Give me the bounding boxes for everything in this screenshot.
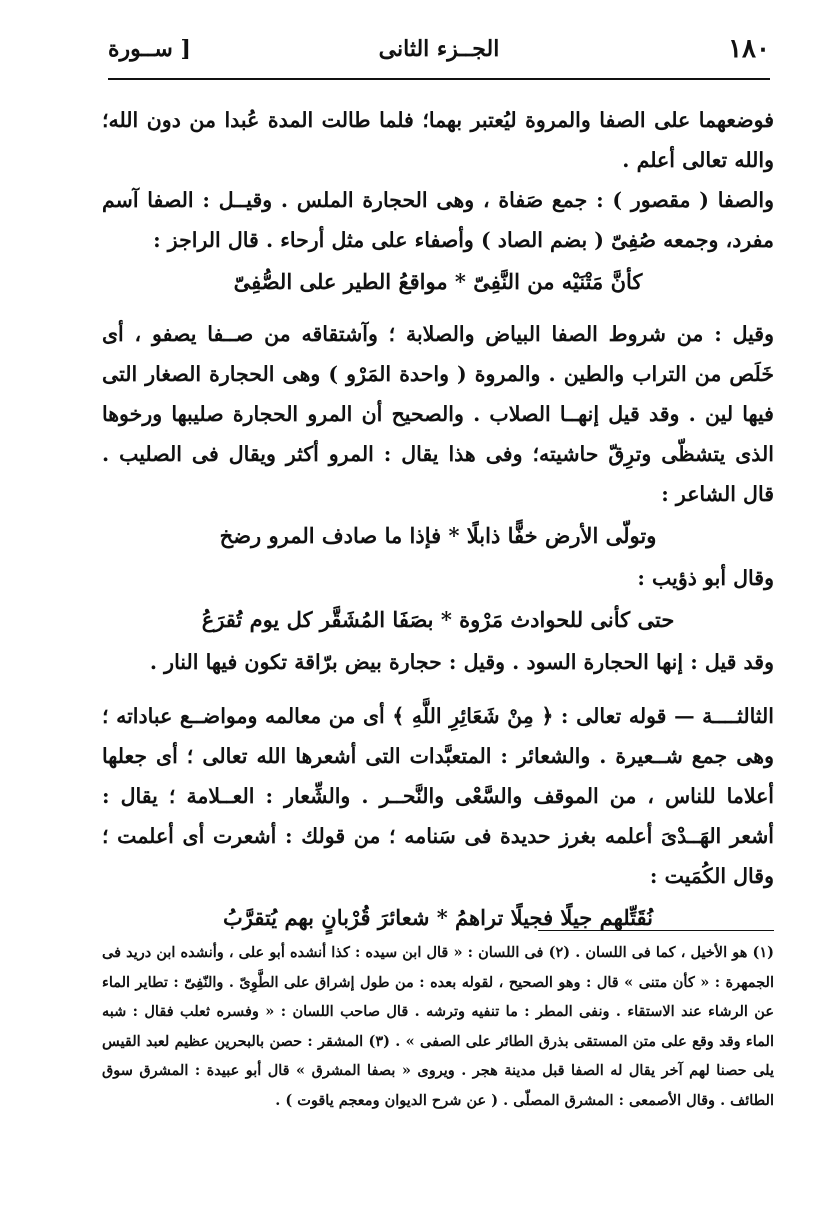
running-title: الجــزء الثانى (378, 36, 500, 62)
paragraph: وقد قيل : إنها الحجارة السود . وقيل : حجارة بيض برّاقة تكون فيها النار . (149, 650, 774, 674)
paragraph: والصفا ( مقصور ) : جمع صَفاة ، وهى الحجارة الملس . وقيــل : الصفا آسم مفرد، وجمعه صُفِىّ ( بضم الصاد ) وأصفاء على مثل أرحاء . قال الراجز : (102, 188, 774, 252)
paragraph: وقيل : من شروط الصفا البياض والصلابة ؛ وآشتقاقه من صــفا يصفو ، أى خَلَص من التراب والطين . والمروة ( واحدة المَرْو ) وهى الحجارة الصغار التى فيها لين . وقد قيل إنهــا الصلاب . والصحيح أن المرو الحجارة صليبها ورخوها الذى يتشظّى وترِقّ حاشيته؛ وفى هذا يقال : المرو أكثر ويقال فى الصليب . قال الشاعر : (102, 322, 774, 506)
footnote-text: (١) هو الأخيل ، كما فى اللسان . (٢) فى اللسان : « قال ابن سيده : كذا أنشده أبو على ، وأنشده ابن دريد فى الجمهرة : « كأن متنى » قال : وهو الصحيح ، لقوله بعده : من طول إشراق على الطَّوِىّ . والنّفِىّ : تطاير الماء عن الرشاء عند الاستقاء . ونفى المطر : ما تنفيه وترشه . قال صاحب اللسان : « وفسره ثعلب فقال : شبه الماء وقد وقع على متن المستقى بذرق الطائر على الصفى » . (٣) المشقر : حصن بالبحرين عظيم لعبد القيس يلى حصنا لهم آخر يقال له الصفا قبل مدينة هجر . ويروى « بصفا المشرق » قال أبو عبيدة : المشرق سوق الطائف . وقال الأصمعى : المشرق المصلّى . ( عن شرح الديوان ومعجم ياقوت ) . (102, 944, 775, 1109)
page-header (108, 26, 770, 76)
header-rule (108, 78, 770, 80)
page-number: ١٨٠ (728, 34, 770, 64)
paragraph: وقال أبو ذؤيب : (637, 566, 774, 590)
main-text (102, 100, 774, 940)
poetry-verse: حتى كأنى للحوادث مَرْوة * بصَفَا المُشَقَّر كل يوم تُقرَعُ (201, 607, 675, 632)
poetry-verse: كأنَّ مَتْنَيْه من النَّفِىّ * مواقعُ الطير على الصُّفِىّ (233, 269, 643, 294)
paragraph: الثالثــــة — قوله تعالى : ﴿ مِنْ شَعَائِرِ اللَّهِ ﴾ أى من معالمه ومواضــع عباداته ؛ وهى جمع شــعيرة . والشعائر : المتعبَّدات التى أشعرها الله تعالى ؛ أى جعلها أعلاما للناس ، من الموقف والسَّعْى والنَّحــر . والشِّعار : العــلامة ؛ يقال : أشعر الهَــدْىَ أعلمه بغرز حديدة فى سَنامه ؛ من قولك : أشعرت أى أعلمت ؛ وقال الكُمَيت : (102, 704, 774, 888)
footnote-rule (538, 930, 774, 931)
poetry-verse: نُقَتِّلهم جيلًا فجيلًا تراهمُ * شعائرَ قُرْبانٍ بهم يُتقرَّبُ (222, 905, 654, 930)
paragraph: فوضعهما على الصفا والمروة ليُعتبر بهما؛ فلما طالت المدة عُبدا من دون الله؛ والله تعالى أعلم . (102, 108, 774, 172)
footnotes (102, 938, 774, 1115)
poetry-verse: وتولّى الأرض خفًّا ذابلًا * فإذا ما صادف المرو رضخ (219, 523, 657, 548)
surah-label: [ ســورة (108, 36, 191, 62)
